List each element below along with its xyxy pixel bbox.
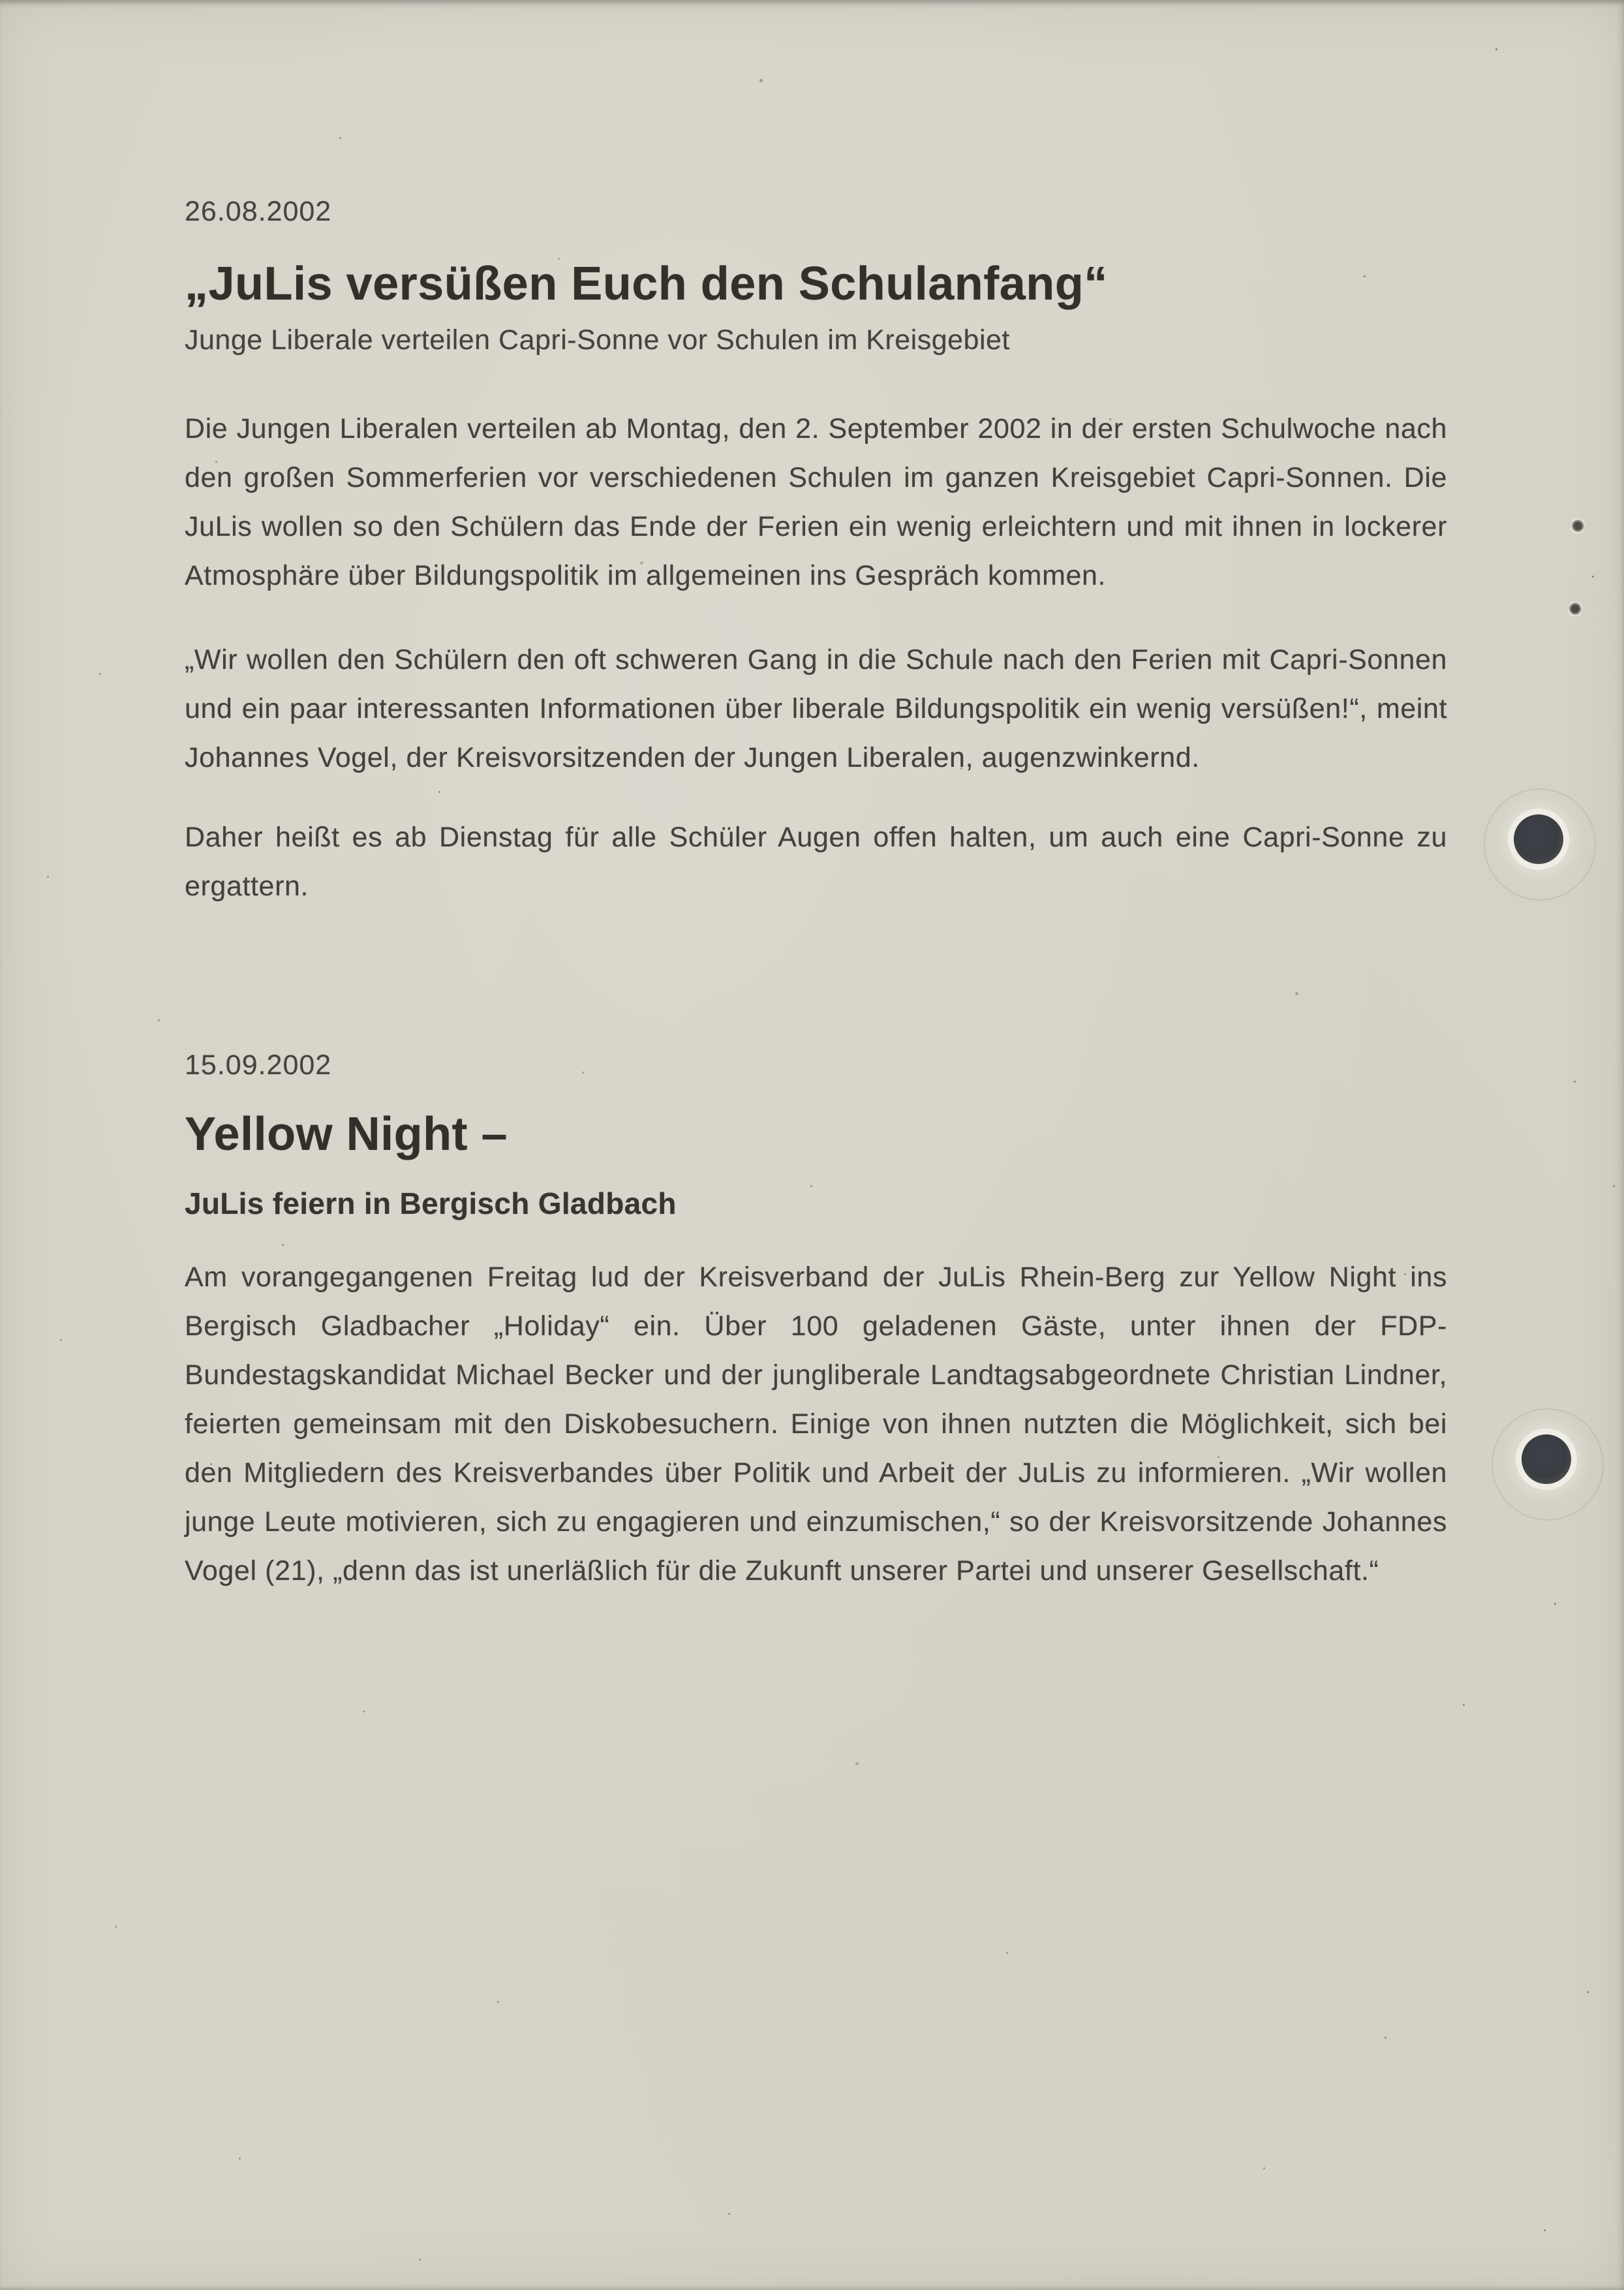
subheadline: JuLis feiern in Bergisch Gladbach — [185, 1186, 677, 1220]
subheadline: Junge Liberale verteilen Capri-Sonne vor Schulen im Kreisgebiet — [185, 324, 1010, 356]
scan-noise-speckles — [0, 0, 2, 2]
headline: „JuLis versüßen Euch den Schulanfang“ — [185, 258, 1108, 311]
staple-mark-bottom — [1567, 600, 1584, 619]
hole-punch-bottom — [1522, 1434, 1571, 1484]
body-paragraph: Die Jungen Liberalen verteilen ab Montag, den 2. September 2002 in der ersten Schulwoche nach den großen Sommerferien vor verschiedenen Schulen im ganzen Kreisgebiet Capri-Sonnen. Die JuLis wollen so den Schülern das Ende der Ferien ein wenig erleichtern und mit ihnen in lockerer Atmosphäre über Bildungspolitik im allgemeinen ins Gespräch kommen. — [185, 412, 1447, 591]
press-release-section-schulanfang — [185, 196, 1447, 911]
release-date: 15.09.2002 — [185, 1049, 332, 1081]
hole-punch-top — [1514, 814, 1563, 864]
staple-mark-top — [1570, 518, 1586, 536]
body-paragraph: Daher heißt es ab Dienstag für alle Schüler Augen offen halten, um auch eine Capri-Sonne zu ergattern. — [185, 821, 1447, 902]
headline: Yellow Night – — [185, 1108, 508, 1161]
press-release-section-yellow-night — [185, 1049, 1447, 1596]
body-paragraph: „Wir wollen den Schülern den oft schweren Gang in die Schule nach den Ferien mit Capri-Sonnen und ein paar interessanten Informationen über liberale Bildungspolitik ein wenig versüßen!“, meint Johannes Vogel, der Kreisvorsitzenden der Jungen Liberalen, augenzwinkernd. — [185, 643, 1447, 773]
release-date: 26.08.2002 — [185, 196, 332, 227]
body-paragraph: Am vorangegangenen Freitag lud der Kreisverband der JuLis Rhein-Berg zur Yellow Night ins Bergisch Gladbacher „Holiday“ ein. Über 100 geladenen Gäste, unter ihnen der FDP-Bundestagskandidat Michael Becker und der jungliberale Landtagsabgeordnete Christian Lindner, feierten gemeinsam mit den Diskobesuchern. Einige von ihnen nutzten die Möglichkeit, sich bei den Mitgliedern des Kreisverbandes über Politik und Arbeit der JuLis zu informieren. „Wir wollen junge Leute motivieren, sich zu engagieren und einzumischen,“ so der Kreisvorsitzende Johannes Vogel (21), „denn das ist unerläßlich für die Zukunft unserer Partei und unserer Gesellschaft.“ — [185, 1261, 1447, 1586]
